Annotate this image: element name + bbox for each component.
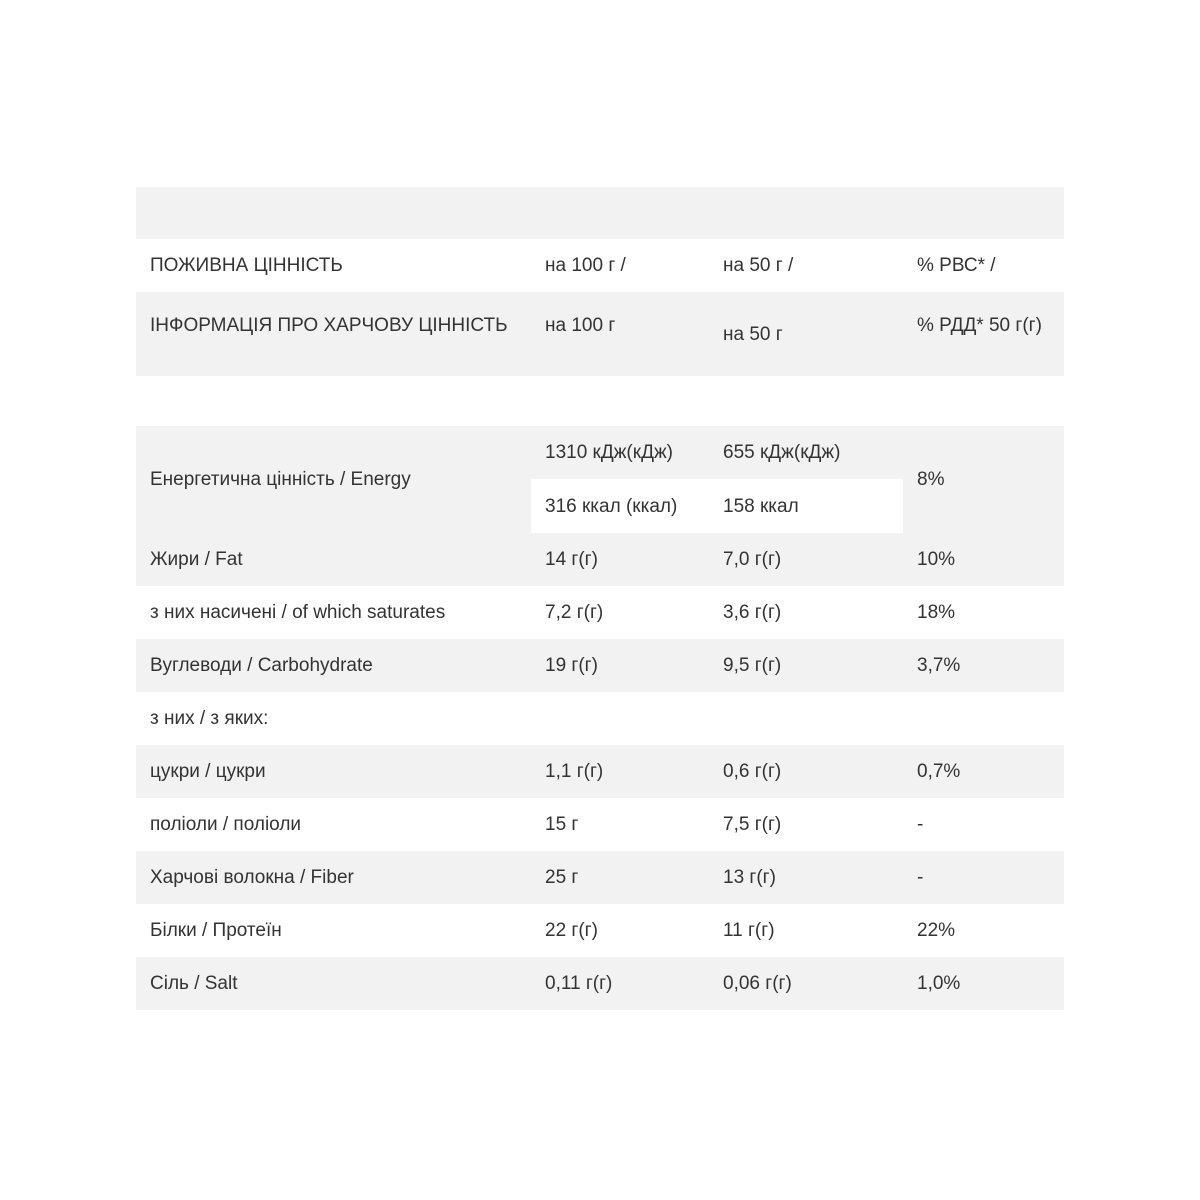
nutrition-header-table [136,187,1064,376]
value-per100: 1,1 г(г) [545,761,604,782]
value-per100: 19 г(г) [545,655,598,676]
value-per100: 14 г(г) [545,549,598,570]
header-per100-label: на 100 г / [545,255,626,276]
table-row [136,957,1064,1010]
value-per100: 0,11 г(г) [545,973,613,994]
header-ri-label: % РВС* / [917,255,996,276]
table-row [136,904,1064,957]
energy-values [531,426,903,533]
value-per50: 0,6 г(г) [723,761,782,782]
value-ri: 3,7% [917,655,961,676]
value-per100: 7,2 г(г) [545,602,604,623]
header-blank-row [136,187,1064,239]
energy-label: Енергетична цінність / Energy [150,469,411,490]
nutrient-name: цукри / цукри [150,761,266,782]
header-nutrient-label: ПОЖИВНА ЦІННІСТЬ [150,255,343,276]
header-per50-label-2: на 50 г [723,323,783,345]
table-row [136,745,1064,798]
value-per100: 25 г [545,867,579,888]
value-per50: 7,0 г(г) [723,549,782,570]
value-per50: 7,5 г(г) [723,814,782,835]
value-ri: 1,0% [917,973,961,994]
value-ri: - [917,814,924,835]
value-per100: 22 г(г) [545,920,598,941]
nutrient-name: Харчові волокна / Fiber [150,867,354,888]
table-row [136,851,1064,904]
value-per50: 13 г(г) [723,867,776,888]
energy-kj-per50: 655 кДж(кДж) [723,442,841,463]
value-ri: 18% [917,602,956,623]
header-ri-label-2: % РДД* 50 г(г) [917,315,1042,336]
header-row-1 [136,239,1064,292]
energy-ri: 8% [917,469,945,490]
header-per100-label-2: на 100 г [545,315,616,336]
table-row [136,586,1064,639]
header-row-2 [136,292,1064,376]
value-ri: 22% [917,920,956,941]
value-ri: 0,7% [917,761,961,782]
header-per50-label: на 50 г / [723,255,794,276]
nutrient-name: поліоли / поліоли [150,814,302,835]
table-row [136,639,1064,692]
energy-kcal-per100: 316 ккал (ккал) [545,495,678,517]
energy-kj-per100: 1310 кДж(кДж) [545,442,673,463]
table-row [136,692,1064,745]
nutrient-name: з них насичені / of which saturates [150,602,446,623]
nutrition-data-table [136,426,1064,1010]
nutrient-name: Жири / Fat [150,549,243,570]
energy-kcal-per50: 158 ккал [723,495,799,517]
nutrient-name: Білки / Протеїн [150,920,282,941]
energy-kj-row [531,426,903,479]
value-ri: - [917,867,924,888]
nutrient-name: Сіль / Salt [150,973,238,994]
value-ri: 10% [917,549,956,570]
header-nutrient-label-2: ІНФОРМАЦІЯ ПРО ХАРЧОВУ ЦІННІСТЬ [150,315,508,336]
energy-row [136,426,1064,533]
value-per50: 0,06 г(г) [723,973,792,994]
value-per100: 15 г [545,814,579,835]
value-per50: 3,6 г(г) [723,602,782,623]
energy-kcal-row [531,479,903,533]
table-row [136,798,1064,851]
table-row [136,533,1064,586]
value-per50: 9,5 г(г) [723,655,782,676]
nutrient-name: Вуглеводи / Carbohydrate [150,655,373,676]
value-per50: 11 г(г) [723,920,775,941]
nutrient-name: з них / з яких: [150,708,269,729]
